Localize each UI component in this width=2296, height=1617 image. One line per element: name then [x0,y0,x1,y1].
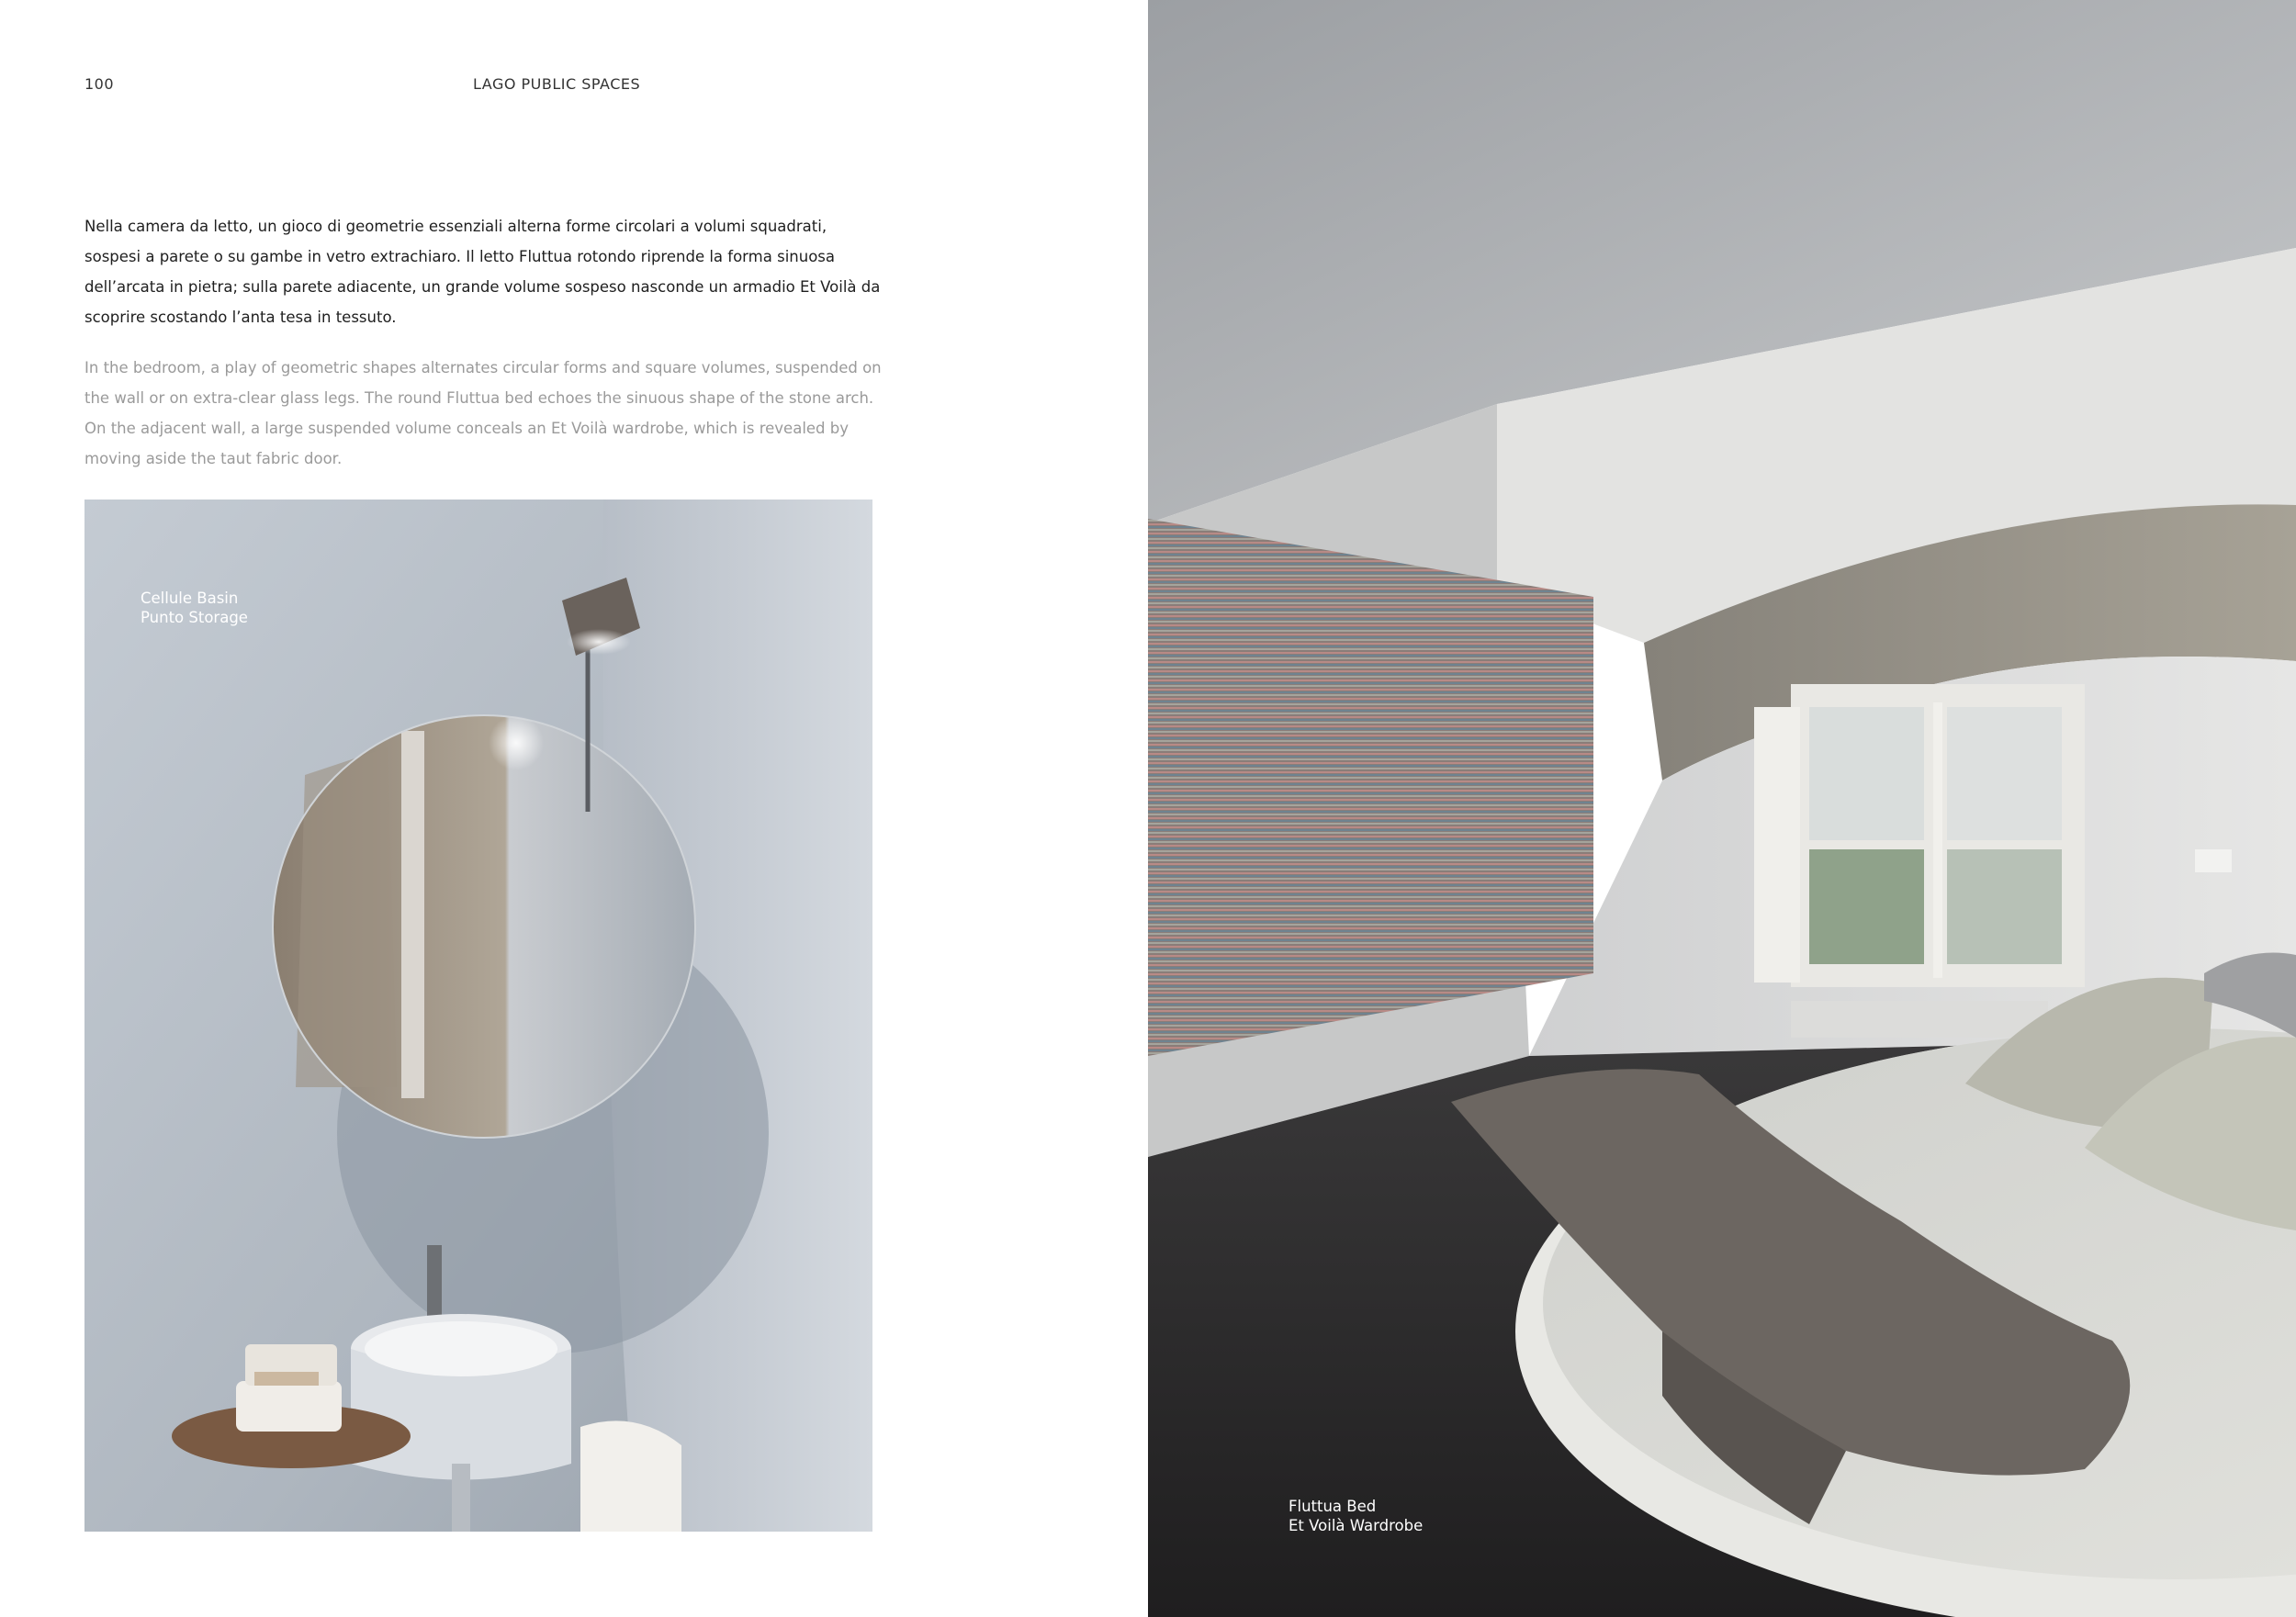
bathroom-photo [84,500,872,1532]
caption-line-basin: Cellule Basin [141,590,239,607]
caption-line-wardrobe: Et Voilà Wardrobe [1289,1517,1424,1534]
bathroom-caption [141,589,248,627]
caption-line-storage: Punto Storage [141,609,248,626]
right-page-photo [1148,0,2296,1617]
bedroom-photo [1148,0,2296,1617]
bedroom-caption [1289,1497,1423,1535]
page-number: 100 [84,75,115,93]
bedroom-illustration [1148,0,2296,1617]
caption-line-bed: Fluttua Bed [1289,1498,1377,1515]
english-text: In the bedroom, a play of geometric shapes alternates circular forms and square volumes, suspended on the wall or on extra-clear glass legs. The round Fluttua bed echoes the sinuous shape of the stone arch. On the adjacent wall, a large suspended volume conceals an Et Voilà wardrobe, which is revealed by moving aside the taut fabric door. [84,359,882,467]
running-header: LAGO PUBLIC SPACES [473,75,641,93]
bathroom-illustration [84,500,872,1532]
english-paragraph [84,353,884,474]
italian-text: Nella camera da letto, un gioco di geometrie essenziali alterna forme circolari a volumi squadrati, sospesi a parete o su gambe in vetro extrachiaro. Il letto Fluttua rotondo riprende la forma sinuosa dell’arcata in pietra; sulla parete adiacente, un grande volume sospeso nasconde un armadio Et Voilà da scoprire scostando l’anta tesa in tessuto. [84,218,881,326]
italian-paragraph [84,211,884,332]
